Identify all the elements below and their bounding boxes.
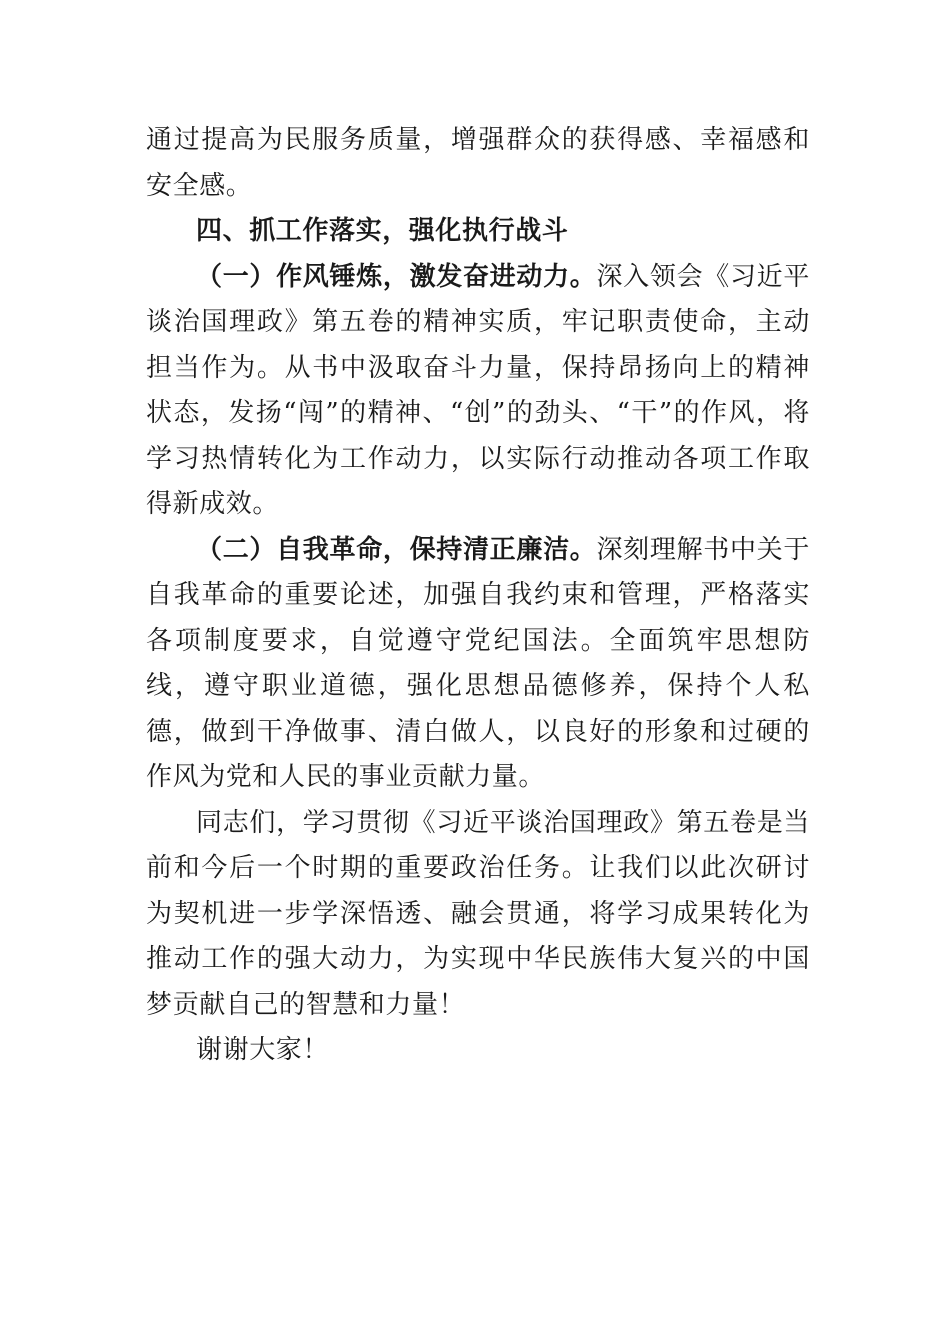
paragraph-text: 通过提高为民服务质量，增强群众的获得感、幸福感和安全感。 <box>146 125 810 201</box>
paragraph-style-tempering <box>146 255 810 528</box>
section-heading-text: 四、抓工作落实，强化执行战斗 <box>196 216 569 246</box>
paragraph-self-revolution <box>146 528 810 801</box>
paragraph-closing <box>146 801 810 1029</box>
document-body <box>146 118 810 1074</box>
paragraph-thanks <box>146 1028 810 1074</box>
paragraph-lead: （一）作风锤炼，激发奋进动力。 <box>196 261 597 292</box>
paragraph-lead: （二）自我革命，保持清正廉洁。 <box>196 534 597 565</box>
paragraph-continuation <box>146 118 810 209</box>
paragraph-text: 谢谢大家！ <box>196 1035 330 1065</box>
paragraph-text: 同志们，学习贯彻《习近平谈治国理政》第五卷是当前和今后一个时期的重要政治任务。让我们以此次研讨为契机进一步学深悟透、融会贯通，将学习成果转化为推动工作的强大动力，为实现中华民族伟大复兴的中国梦贡献自己的智慧和力量！ <box>146 807 810 1020</box>
section-heading <box>146 209 810 255</box>
paragraph-text: 深入领会《习近平谈治国理政》第五卷的精神实质，牢记职责使命，主动担当作为。从书中汲取奋斗力量，保持昂扬向上的精神状态，发扬“闯”的精神、“创”的劲头、“干”的作风，将学习热情转化为工作动力，以实际行动推动各项工作取得新成效。 <box>146 261 810 519</box>
paragraph-text: 深刻理解书中关于自我革命的重要论述，加强自我约束和管理，严格落实各项制度要求，自觉遵守党纪国法。全面筑牢思想防线，遵守职业道德，强化思想品德修养，保持个人私德，做到干净做事、清白做人，以良好的形象和过硬的作风为党和人民的事业贡献力量。 <box>146 534 810 792</box>
